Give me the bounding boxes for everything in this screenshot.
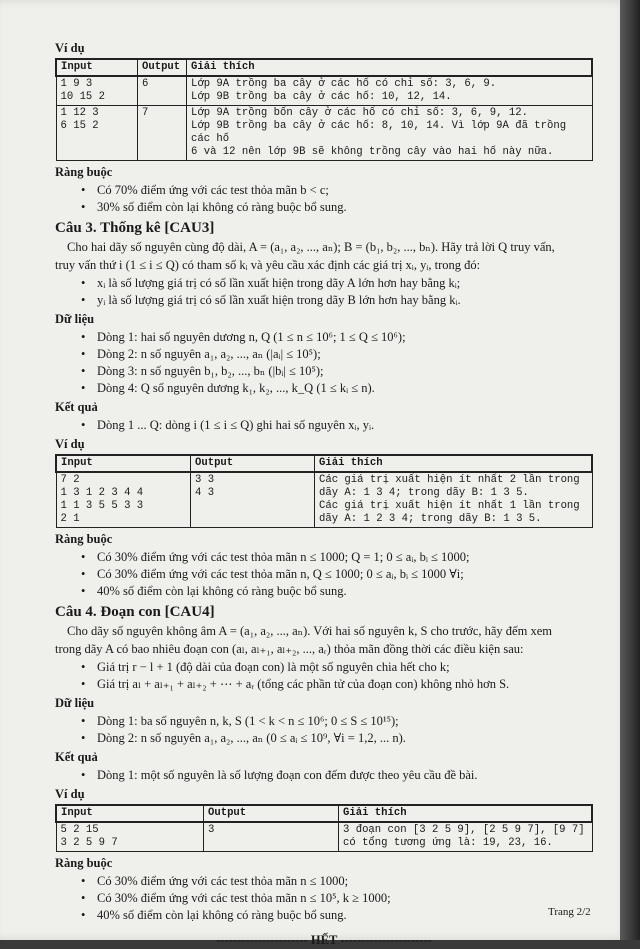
explain-line: Lớp 9A trồng bốn cây ở các hố có chỉ số: 3, 6, 9, 12. [191,107,528,119]
intro-line: Cho hai dãy số nguyên cùng độ dài, A = (a₁, a₂, ..., aₙ); B = (b₁, b₂, ..., bₙ). Hãy trả lời Q truy vấn, [67,240,555,254]
col-header-explain: Giải thích [315,455,593,472]
section-heading-cau3: Câu 3. Thống kê [CAU3] [55,220,215,236]
input-line: 5 2 15 [60,824,99,836]
input-line: 3 2 5 9 7 [60,837,118,849]
section-heading-cau4: Câu 4. Đoạn con [CAU4] [55,604,215,620]
cell-output [191,472,315,528]
definition-list-cau3 [55,275,593,309]
page-content [55,38,593,949]
list-item: • Dòng 1 ... Q: dòng i (1 ≤ i ≤ Q) ghi hai số nguyên xᵢ, yᵢ. [97,417,593,434]
explain-line: Lớp 9A trồng ba cây ở các hố có chỉ số: 3, 6, 9. [191,78,497,90]
cell-explain [187,76,593,106]
intro-line: trong dãy A có bao nhiêu đoạn con (aₗ, aₗ₊₁, aₗ₊₂, ..., aᵣ) thỏa mãn đồng thời các điều kiện sau: [55,642,524,656]
cell-input [56,472,191,528]
input-line: 1 12 3 [60,107,99,119]
explain-line: Lớp 9B trồng ba cây ở các hố: 8, 10, 14. Vì lớp 9A đã trồng các hố [191,120,567,145]
example-label-cau2: Ví dụ [55,41,85,55]
list-item: • Có 30% điểm ứng với các test thỏa mãn n, Q ≤ 1000; 0 ≤ aᵢ, bᵢ ≤ 1000 ∀i; [97,566,593,583]
table-row [56,472,592,528]
list-item: • Dòng 1: hai số nguyên dương n, Q (1 ≤ n ≤ 10⁶; 1 ≤ Q ≤ 10⁶); [97,329,593,346]
intro-line: Cho dãy số nguyên không âm A = (a₁, a₂, ..., aₙ). Với hai số nguyên k, S cho trước, hãy đếm xem [67,624,552,638]
list-item: • Có 30% điểm ứng với các test thỏa mãn n ≤ 10⁵, k ≥ 1000; [97,890,593,907]
col-header-explain: Giải thích [339,805,593,822]
cell-output: 7 [138,106,187,161]
input-line: 2 1 [60,513,80,525]
table-row [56,76,592,106]
explain-line: Các giá trị xuất hiện ít nhất 1 lần trong [319,500,580,512]
list-item: • Giá trị r − l + 1 (độ dài của đoạn con) là một số nguyên chia hết cho k; [97,659,593,676]
list-item: • Giá trị aₗ + aₗ₊₁ + aₗ₊₂ + ⋯ + aᵣ (tổng các phần tử của đoạn con) không nhỏ hơn S. [97,676,593,693]
result-list-cau3 [55,417,593,434]
list-item: • Dòng 1: ba số nguyên n, k, S (1 < k < n ≤ 10⁶; 0 ≤ S ≤ 10¹⁵); [97,713,593,730]
constraints-list-cau4 [55,873,593,924]
list-item: • 30% số điểm còn lại không có ràng buộc bổ sung. [97,199,593,216]
example-table-cau3 [55,454,593,528]
end-mark: ---------------------- HẾT ---------------------- [216,933,432,947]
list-item: • Có 30% điểm ứng với các test thỏa mãn n ≤ 1000; [97,873,593,890]
list-item: • Có 30% điểm ứng với các test thỏa mãn n ≤ 1000; Q = 1; 0 ≤ aᵢ, bᵢ ≤ 1000; [97,549,593,566]
output-line: 3 [208,824,215,836]
constraints-label-cau4: Ràng buộc [55,856,113,870]
cell-input [56,822,204,852]
col-header-explain: Giải thích [187,59,593,76]
cell-explain [339,822,593,852]
data-label-cau3: Dữ liệu [55,312,95,326]
data-list-cau4 [55,713,593,747]
condition-list-cau4 [55,659,593,693]
col-header-output: Output [204,805,339,822]
explain-line: 3 đoạn con [3 2 5 9], [2 5 9 7], [9 7] [343,824,585,836]
col-header-input: Input [56,59,138,76]
list-item: • Có 70% điểm ứng với các test thỏa mãn b < c; [97,182,593,199]
cell-output: 6 [138,76,187,106]
list-item: • 40% số điểm còn lại không có ràng buộc bổ sung. [97,583,593,600]
result-label-cau4: Kết quả [55,750,98,764]
explain-line: Các giá trị xuất hiện ít nhất 2 lần trong [319,474,580,486]
input-line: 1 9 3 [60,78,93,90]
cell-input [56,76,138,106]
example-table-cau2 [55,58,593,161]
output-line: 3 3 [195,474,215,486]
example-label-cau3: Ví dụ [55,437,85,451]
table-row [56,822,592,852]
constraints-list-cau3 [55,549,593,600]
constraints-label-cau2: Ràng buộc [55,165,113,179]
col-header-input: Input [56,455,191,472]
explain-line: có tổng tương ứng là: 19, 23, 16. [343,837,553,849]
example-table-cau4 [55,804,593,852]
cell-explain [187,106,593,161]
input-line: 10 15 2 [60,91,106,103]
cell-input [56,106,138,161]
list-item: • Dòng 3: n số nguyên b₁, b₂, ..., bₙ (|bᵢ| ≤ 10⁵); [97,363,593,380]
col-header-output: Output [138,59,187,76]
list-item: • 40% số điểm còn lại không có ràng buộc bổ sung. [97,907,593,924]
input-line: 1 3 1 2 3 4 4 [60,487,144,499]
list-item: • xᵢ là số lượng giá trị có số lần xuất hiện trong dãy A lớn hơn hay bằng kᵢ; [97,275,593,292]
col-header-output: Output [191,455,315,472]
list-item: • Dòng 1: một số nguyên là số lượng đoạn con đếm được theo yêu cầu đề bài. [97,767,593,784]
intro-line: truy vấn thứ i (1 ≤ i ≤ Q) có tham số kᵢ và yêu cầu xác định các giá trị xᵢ, yᵢ, trong đó: [55,258,481,272]
constraints-label-cau3: Ràng buộc [55,532,113,546]
input-line: 6 15 2 [60,120,99,132]
input-line: 1 1 3 5 5 3 3 [60,500,144,512]
explain-line: dãy A: 1 3 4; trong dãy B: 1 3 5. [319,487,529,499]
explain-line: Lớp 9B trồng ba cây ở các hố: 10, 12, 14. [191,91,452,103]
list-item: • yᵢ là số lượng giá trị có số lần xuất hiện trong dãy B lớn hơn hay bằng kᵢ. [97,292,593,309]
data-label-cau4: Dữ liệu [55,696,95,710]
col-header-input: Input [56,805,204,822]
list-item: • Dòng 2: n số nguyên a₁, a₂, ..., aₙ (|aᵢ| ≤ 10⁵); [97,346,593,363]
explain-line: dãy A: 1 2 3 4; trong dãy B: 1 3 5. [319,513,542,525]
table-row [56,106,592,161]
input-line: 7 2 [60,474,80,486]
data-list-cau3 [55,329,593,397]
result-list-cau4 [55,767,593,784]
output-line: 4 3 [195,487,215,499]
result-label-cau3: Kết quả [55,400,98,414]
cell-explain [315,472,593,528]
list-item: • Dòng 4: Q số nguyên dương k₁, k₂, ..., k_Q (1 ≤ kᵢ ≤ n). [97,380,593,397]
list-item: • Dòng 2: n số nguyên a₁, a₂, ..., aₙ (0 ≤ aᵢ ≤ 10⁹, ∀i = 1,2, ... n). [97,730,593,747]
page-number: Trang 2/2 [548,906,591,918]
constraints-list-cau2 [55,182,593,216]
cell-output [204,822,339,852]
explain-line: 6 và 12 nên lớp 9B sẽ không trồng cây vào hai hố này nữa. [191,146,554,158]
page-edge-shadow [620,0,640,940]
example-label-cau4: Ví dụ [55,787,85,801]
